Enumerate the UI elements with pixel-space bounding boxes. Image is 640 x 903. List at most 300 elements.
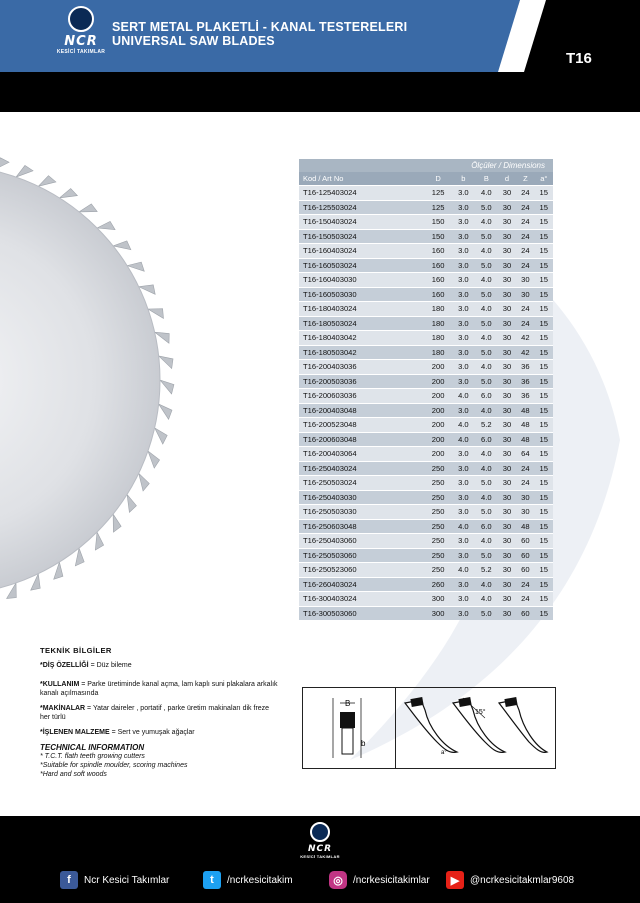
table-cell: 30: [498, 577, 516, 592]
table-cell: T16-200403048: [299, 403, 424, 418]
logo-emblem-icon: [68, 6, 94, 32]
info-kullanim: [40, 680, 280, 698]
table-cell: 4.0: [475, 360, 498, 375]
info-makinalar-text: = Yatar daireler , portatif , parke üretim makinaları dik freze her türlü: [40, 705, 270, 721]
table-cell: 24: [516, 186, 534, 201]
table-cell: 3.0: [452, 476, 475, 491]
saw-tooth: [113, 514, 121, 532]
table-cell: T16-125403024: [299, 186, 424, 201]
table-cell: T16-180403024: [299, 302, 424, 317]
table-cell: 3.0: [452, 229, 475, 244]
technical-info: [40, 646, 280, 779]
table-cell: 3.0: [452, 287, 475, 302]
table-cell: 4.0: [475, 302, 498, 317]
table-cell: 24: [516, 302, 534, 317]
table-cell: 4.0: [475, 331, 498, 346]
table-cell: T16-160403030: [299, 273, 424, 288]
column-header: b: [452, 172, 475, 186]
table-cell: 60: [516, 606, 534, 620]
table-cell: 3.0: [452, 331, 475, 346]
youtube-icon: ▶: [446, 871, 464, 889]
saw-blade-image: [0, 150, 190, 610]
table-row: [299, 534, 553, 549]
table-cell: 3.0: [452, 316, 475, 331]
table-cell: 6.0: [475, 519, 498, 534]
table-cell: 24: [516, 476, 534, 491]
brand-logo: [56, 4, 106, 62]
tooth-profile-left: [303, 688, 396, 768]
table-row: [299, 273, 553, 288]
instagram-label: /ncrkesicitakimlar: [353, 874, 430, 886]
table-cell: T16-260403024: [299, 577, 424, 592]
table-row: [299, 200, 553, 215]
table-row: [299, 447, 553, 462]
tech-line-2: *Suitable for spindle moulder, scoring machines: [40, 762, 188, 769]
table-cell: 3.0: [452, 577, 475, 592]
table-cell: 125: [424, 186, 452, 201]
table-cell: 24: [516, 316, 534, 331]
info-dis-text: = Düz bileme: [88, 662, 132, 669]
table-cell: 15: [535, 447, 553, 462]
table-cell: 15: [535, 229, 553, 244]
table-cell: 4.0: [452, 519, 475, 534]
table-cell: 15: [535, 418, 553, 433]
table-cell: T16-150403024: [299, 215, 424, 230]
table-cell: T16-160403024: [299, 244, 424, 259]
table-cell: 3.0: [452, 534, 475, 549]
instagram-link[interactable]: [329, 869, 430, 891]
table-cell: 15: [535, 258, 553, 273]
table-cell: 30: [498, 534, 516, 549]
table-cell: 150: [424, 229, 452, 244]
table-row: [299, 476, 553, 491]
table-cell: 4.0: [475, 403, 498, 418]
table-cell: T16-180503024: [299, 316, 424, 331]
table-cell: 30: [498, 273, 516, 288]
table-cell: 24: [516, 592, 534, 607]
table-row: [299, 345, 553, 360]
table-cell: 15: [535, 360, 553, 375]
table-cell: 30: [498, 374, 516, 389]
footer-logo: [296, 820, 344, 859]
table-cell: 3.0: [452, 186, 475, 201]
table-cell: 5.0: [475, 548, 498, 563]
table-cell: 300: [424, 606, 452, 620]
info-kullanim-label: *KULLANIM: [40, 681, 80, 688]
table-cell: 24: [516, 461, 534, 476]
header-title-line2: UNIVERSAL SAW BLADES: [112, 34, 275, 48]
table-row: [299, 287, 553, 302]
table-cell: 30: [498, 302, 516, 317]
table-cell: 30: [498, 244, 516, 259]
table-cell: 30: [516, 287, 534, 302]
table-cell: 150: [424, 215, 452, 230]
table-cell: 48: [516, 403, 534, 418]
table-row: [299, 316, 553, 331]
table-cell: 6.0: [475, 432, 498, 447]
table-cell: 4.0: [452, 418, 475, 433]
table-cell: 4.0: [475, 244, 498, 259]
table-cell: 200: [424, 360, 452, 375]
table-cell: 15: [535, 490, 553, 505]
saw-tooth: [155, 428, 168, 444]
table-cell: 6.0: [475, 389, 498, 404]
table-cell: 15: [535, 273, 553, 288]
table-cell: 4.0: [475, 186, 498, 201]
saw-tooth: [75, 548, 84, 566]
table-cell: T16-200603036: [299, 389, 424, 404]
table-cell: 30: [498, 316, 516, 331]
saw-tooth: [148, 451, 160, 468]
table-cell: 30: [498, 258, 516, 273]
table-cell: 180: [424, 302, 452, 317]
table-row: [299, 215, 553, 230]
table-cell: 250: [424, 519, 452, 534]
table-cell: 3.0: [452, 215, 475, 230]
table-cell: 30: [516, 273, 534, 288]
table-cell: 24: [516, 258, 534, 273]
table-cell: 24: [516, 577, 534, 592]
table-row: [299, 244, 553, 259]
product-table: [299, 172, 553, 620]
table-cell: 30: [498, 360, 516, 375]
table-cell: 4.0: [475, 215, 498, 230]
table-row: [299, 577, 553, 592]
table-row: [299, 418, 553, 433]
table-row: [299, 519, 553, 534]
table-cell: 3.0: [452, 374, 475, 389]
twitter-link[interactable]: [203, 869, 293, 891]
table-cell: 15: [535, 505, 553, 520]
table-cell: 36: [516, 389, 534, 404]
table-row: [299, 403, 553, 418]
table-cell: 4.0: [452, 432, 475, 447]
footer-logo-text: NCR: [307, 844, 333, 854]
table-cell: 5.0: [475, 200, 498, 215]
table-cell: 15: [535, 534, 553, 549]
table-cell: 200: [424, 432, 452, 447]
table-cell: 4.0: [475, 592, 498, 607]
table-row: [299, 389, 553, 404]
table-cell: 3.0: [452, 461, 475, 476]
tooth-angle-icon: [395, 688, 555, 768]
table-cell: 15: [535, 519, 553, 534]
table-cell: 3.0: [452, 490, 475, 505]
instagram-icon: ◎: [329, 871, 347, 889]
table-row: [299, 229, 553, 244]
table-cell: 3.0: [452, 447, 475, 462]
table-cell: 30: [498, 418, 516, 433]
table-cell: 24: [516, 229, 534, 244]
table-cell: 60: [516, 563, 534, 578]
table-cell: 30: [498, 215, 516, 230]
table-cell: 60: [516, 548, 534, 563]
table-row: [299, 374, 553, 389]
table-cell: 30: [498, 432, 516, 447]
label-B: B: [345, 699, 351, 708]
facebook-label: Ncr Kesici Takımlar: [84, 874, 170, 886]
table-cell: 300: [424, 592, 452, 607]
table-cell: 200: [424, 418, 452, 433]
youtube-link[interactable]: [446, 869, 574, 891]
table-cell: 30: [498, 200, 516, 215]
table-cell: 30: [498, 345, 516, 360]
table-cell: 30: [498, 519, 516, 534]
table-cell: 15: [535, 316, 553, 331]
table-cell: 250: [424, 461, 452, 476]
table-cell: 15: [535, 302, 553, 317]
tech-line-3: *Hard and soft woods: [40, 771, 107, 778]
table-cell: 160: [424, 244, 452, 259]
table-cell: 30: [498, 490, 516, 505]
column-header: D: [424, 172, 452, 186]
column-header: B: [475, 172, 498, 186]
tech-line-1: * T.C.T. flath teeth growing cutters: [40, 753, 145, 760]
table-cell: 5.0: [475, 345, 498, 360]
column-header: Kod / Art No: [299, 172, 424, 186]
table-cell: 5.0: [475, 606, 498, 620]
table-row: [299, 592, 553, 607]
table-cell: 180: [424, 345, 452, 360]
table-cell: 3.0: [452, 360, 475, 375]
table-cell: 30: [498, 592, 516, 607]
logo-text: NCR: [64, 34, 98, 49]
table-cell: 5.2: [475, 418, 498, 433]
info-makinalar: [40, 704, 280, 722]
table-cell: T16-125503024: [299, 200, 424, 215]
table-cell: 15: [535, 563, 553, 578]
table-cell: 200: [424, 403, 452, 418]
table-cell: 30: [498, 505, 516, 520]
label-a: a°: [441, 750, 447, 756]
table-row: [299, 331, 553, 346]
table-cell: 200: [424, 374, 452, 389]
table-cell: 3.0: [452, 403, 475, 418]
table-cell: 5.0: [475, 229, 498, 244]
table-cell: 3.0: [452, 505, 475, 520]
saw-tooth: [159, 404, 172, 419]
saw-tooth: [159, 356, 173, 369]
table-cell: 3.0: [452, 273, 475, 288]
table-cell: 15: [535, 374, 553, 389]
table-row: [299, 360, 553, 375]
dimensions-table: [299, 159, 553, 620]
table-row: [299, 606, 553, 620]
table-row: [299, 258, 553, 273]
saw-tooth: [139, 473, 150, 491]
table-cell: 15: [535, 389, 553, 404]
table-row: [299, 505, 553, 520]
table-cell: 160: [424, 258, 452, 273]
saw-tooth: [38, 176, 56, 187]
column-header: d: [498, 172, 516, 186]
table-cell: 3.0: [452, 548, 475, 563]
product-code: T16: [566, 50, 592, 67]
table-cell: 15: [535, 577, 553, 592]
facebook-icon: f: [60, 871, 78, 889]
table-cell: 180: [424, 316, 452, 331]
facebook-link[interactable]: [60, 869, 169, 891]
table-cell: 36: [516, 360, 534, 375]
table-cell: 15: [535, 403, 553, 418]
saw-tooth: [0, 158, 9, 171]
table-cell: 4.0: [475, 490, 498, 505]
table-cell: 3.0: [452, 592, 475, 607]
table-cell: 64: [516, 447, 534, 462]
footer-logo-emblem-icon: [310, 822, 330, 842]
info-makinalar-label: *MAKİNALAR: [40, 705, 86, 712]
table-cell: 15: [535, 476, 553, 491]
info-dis: [40, 661, 280, 670]
table-cell: 30: [516, 490, 534, 505]
table-cell: 30: [498, 403, 516, 418]
table-cell: T16-250403030: [299, 490, 424, 505]
table-cell: 250: [424, 476, 452, 491]
table-cell: 15: [535, 461, 553, 476]
table-cell: 42: [516, 345, 534, 360]
table-cell: T16-160503024: [299, 258, 424, 273]
saw-tooth: [160, 380, 174, 394]
table-cell: 15: [535, 244, 553, 259]
table-cell: T16-200403064: [299, 447, 424, 462]
table-cell: 260: [424, 577, 452, 592]
table-row: [299, 563, 553, 578]
table-cell: T16-200603048: [299, 432, 424, 447]
table-cell: 5.0: [475, 258, 498, 273]
label-angle: 15°: [475, 709, 486, 716]
table-cell: 3.0: [452, 244, 475, 259]
table-cell: 36: [516, 374, 534, 389]
table-cell: 5.0: [475, 287, 498, 302]
header-title-line1: SERT METAL PLAKETLİ - KANAL TESTERELERI: [112, 20, 408, 34]
dimensions-label: Ölçüler / Dimensions: [299, 159, 553, 172]
table-row: [299, 302, 553, 317]
table-cell: 48: [516, 418, 534, 433]
tech-title: TECHNICAL INFORMATION: [40, 743, 145, 752]
header-title: [112, 20, 407, 48]
table-cell: 3.0: [452, 258, 475, 273]
table-cell: 250: [424, 548, 452, 563]
table-cell: 15: [535, 200, 553, 215]
table-cell: T16-200503036: [299, 374, 424, 389]
table-cell: 30: [498, 563, 516, 578]
table-cell: 3.0: [452, 345, 475, 360]
table-cell: 4.0: [475, 534, 498, 549]
youtube-label: @ncrkesicitakmlar9608: [470, 874, 575, 886]
twitter-icon: t: [203, 871, 221, 889]
info-malzeme-text: = Sert ve yumuşak ağaçlar: [109, 729, 195, 736]
table-cell: 160: [424, 287, 452, 302]
info-malzeme-label: *İŞLENEN MALZEME: [40, 729, 110, 736]
table-cell: T16-250403024: [299, 461, 424, 476]
table-cell: 4.0: [475, 577, 498, 592]
info-kullanim-text: = Parke üretiminde kanal açma, lam kaplı suni plakalara arkalık kanalı açılmasında: [40, 681, 278, 697]
table-cell: 24: [516, 244, 534, 259]
twitter-label: /ncrkesicitakim: [227, 874, 293, 886]
table-cell: 5.0: [475, 476, 498, 491]
table-cell: 250: [424, 534, 452, 549]
table-cell: 30: [498, 606, 516, 620]
table-cell: 30: [498, 186, 516, 201]
table-cell: T16-250603048: [299, 519, 424, 534]
table-cell: 15: [535, 606, 553, 620]
table-cell: 30: [498, 229, 516, 244]
table-cell: 180: [424, 331, 452, 346]
table-cell: 30: [498, 331, 516, 346]
table-cell: 60: [516, 534, 534, 549]
info-title: TEKNİK BİLGİLER: [40, 646, 112, 655]
table-cell: 24: [516, 200, 534, 215]
table-cell: 4.0: [475, 447, 498, 462]
table-cell: 30: [516, 505, 534, 520]
table-cell: 30: [498, 287, 516, 302]
table-cell: 15: [535, 592, 553, 607]
blade-section-icon: [303, 688, 395, 768]
table-cell: T16-200403036: [299, 360, 424, 375]
table-header-row: [299, 172, 553, 186]
table-cell: 15: [535, 345, 553, 360]
table-cell: 30: [498, 389, 516, 404]
table-cell: 3.0: [452, 200, 475, 215]
table-cell: T16-160503030: [299, 287, 424, 302]
info-malzeme: [40, 728, 280, 737]
table-cell: 200: [424, 447, 452, 462]
info-dis-label: *DİŞ ÖZELLİĞİ: [40, 662, 89, 669]
table-cell: 125: [424, 200, 452, 215]
table-row: [299, 548, 553, 563]
table-cell: 250: [424, 490, 452, 505]
table-row: [299, 432, 553, 447]
saw-tooth: [79, 204, 97, 212]
saw-tooth: [16, 165, 33, 177]
table-cell: 48: [516, 432, 534, 447]
tooth-diagram: [302, 687, 556, 769]
table-cell: 42: [516, 331, 534, 346]
saw-tooth: [97, 221, 115, 229]
table-cell: 5.0: [475, 316, 498, 331]
table-cell: 4.0: [452, 389, 475, 404]
column-header: Z: [516, 172, 534, 186]
table-cell: 30: [498, 548, 516, 563]
table-cell: T16-250503060: [299, 548, 424, 563]
table-cell: 5.0: [475, 374, 498, 389]
saw-tooth: [95, 532, 103, 550]
table-cell: 3.0: [452, 606, 475, 620]
label-b: b: [361, 739, 366, 748]
table-cell: T16-180403042: [299, 331, 424, 346]
table-cell: T16-300403024: [299, 592, 424, 607]
table-cell: 15: [535, 548, 553, 563]
saw-tooth: [59, 189, 77, 198]
table-cell: 200: [424, 389, 452, 404]
table-cell: 15: [535, 432, 553, 447]
table-cell: 30: [498, 461, 516, 476]
column-header: a°: [535, 172, 553, 186]
table-cell: 5.2: [475, 563, 498, 578]
table-cell: T16-150503024: [299, 229, 424, 244]
table-cell: 160: [424, 273, 452, 288]
table-cell: T16-180503042: [299, 345, 424, 360]
table-cell: T16-200523048: [299, 418, 424, 433]
table-cell: 5.0: [475, 505, 498, 520]
table-cell: 15: [535, 215, 553, 230]
table-cell: 24: [516, 215, 534, 230]
table-cell: 4.0: [475, 461, 498, 476]
table-cell: 15: [535, 287, 553, 302]
table-cell: 250: [424, 505, 452, 520]
table-cell: T16-250503030: [299, 505, 424, 520]
table-cell: 250: [424, 563, 452, 578]
